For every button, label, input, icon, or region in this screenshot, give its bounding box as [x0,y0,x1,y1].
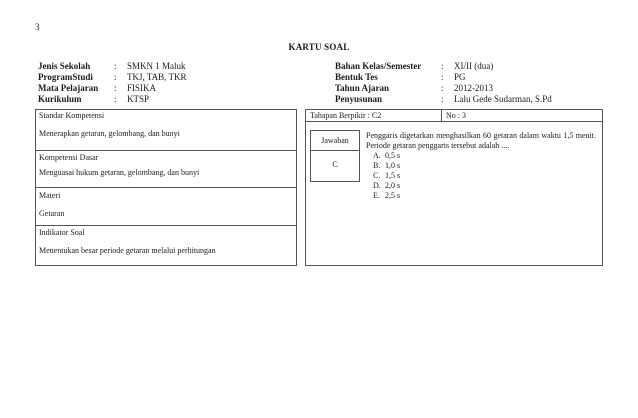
option-a [366,151,400,161]
header-label-kurikulum: Kurikulum [38,94,82,104]
header-label-tahun-ajaran: Tahun Ajaran [335,83,389,93]
colon: : [114,61,117,71]
page-number: 3 [35,22,40,32]
question-number: No : 3 [446,111,466,120]
option-text: 1,0 s [385,161,401,170]
answer-label: Jawaban [311,131,359,151]
header-left-labels [38,61,98,105]
standar-kompetensi-label: Standar Kompetensi [39,111,105,120]
header-value-kurikulum: KTSP [127,94,150,104]
header-value-bentuk-tes: PG [454,72,466,82]
header-label-jenis-sekolah: Jenis Sekolah [38,61,91,71]
option-letter: E. [373,191,380,200]
answer-box [310,130,360,182]
option-letter: A. [373,151,381,160]
header-value-jenis-sekolah: SMKN 1 Maluk [127,61,186,71]
header-label-bentuk-tes: Bentuk Tes [335,72,378,82]
option-b [366,161,400,171]
header-value-penyusunan: Lalu Gede Sudarman, S.Pd [454,94,552,104]
kompetensi-dasar-section [36,151,296,191]
option-letter: B. [373,161,381,170]
materi-label: Materi [39,191,61,200]
header-value-tahun-ajaran: 2012-2013 [454,83,493,93]
header-right-values [454,61,552,105]
standar-kompetensi-text: Menerapkan getaran, gelombang, dan bunyi [39,129,180,138]
header-value-bahan-kelas: XI/II (dua) [454,61,494,71]
colon: : [441,61,444,71]
kompetensi-dasar-label: Kompetensi Dasar [39,153,99,162]
header-label-penyusunan: Penyusunan [335,94,383,104]
colon: : [114,83,117,93]
option-d [366,181,400,191]
indikator-soal-label: Indikator Soal [39,228,85,237]
option-c [366,171,400,181]
header-value-program-studi: TKJ, TAB, TKR [127,72,187,82]
question-box [305,109,603,266]
colon: : [114,72,117,82]
option-e [366,191,400,201]
kompetensi-dasar-text: Menguasai hukum getaran, gelombang, dan bunyi [39,168,200,177]
materi-section [36,188,296,228]
colon: : [441,94,444,104]
option-text: 2,0 s [385,181,401,190]
header-right-labels [335,61,421,105]
colon: : [114,94,117,104]
number-cell [442,110,602,122]
question-text: Penggaris digetarkan menghasilkan 60 getaran dalam waktu 1,5 menit. Periode getaran penggaris tersebut adalah .... [366,131,596,150]
indikator-soal-text: Menentukan besar periode getaran melalui perhitungan [39,246,216,255]
materi-text: Getaran [39,209,65,218]
header-left-colons [114,61,117,105]
header-value-mata-pelajaran: FISIKA [127,83,157,93]
option-letter: D. [373,181,381,190]
option-letter: C. [373,171,381,180]
option-text: 1,5 s [385,171,401,180]
standar-kompetensi-section [36,110,296,150]
colon: : [441,83,444,93]
header-label-program-studi: ProgramStudi [38,72,93,82]
competency-box [35,109,297,266]
answer-options [366,151,400,201]
header-left-values [127,61,186,105]
page-title: KARTU SOAL [288,42,350,52]
tahapan-berpikir: Tahapan Berpikir : C2 [310,111,382,120]
option-text: 0,5 s [385,151,401,160]
answer-value: C [332,160,338,169]
tahapan-berpikir-cell [306,110,442,122]
header-label-bahan-kelas: Bahan Kelas/Semester [335,61,422,71]
colon: : [441,72,444,82]
header-label-mata-pelajaran: Mata Pelajaran [38,83,99,93]
indikator-soal-section [36,226,296,266]
header-right-colons [441,61,444,105]
option-text: 2,5 s [385,191,401,200]
